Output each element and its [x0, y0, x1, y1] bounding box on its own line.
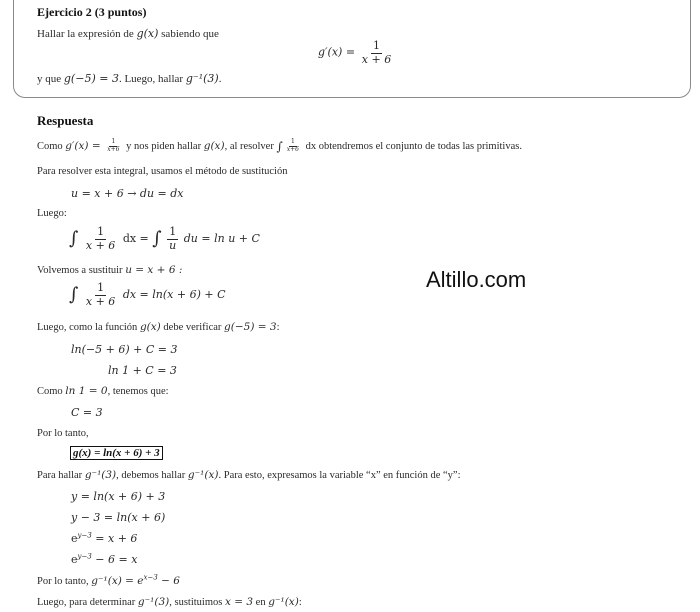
integral-step-2: ∫ $\frac{1}{x + 6}$ dx = ln(x + 6) + C [69, 281, 226, 308]
exercise-formula: g′(x) = $\frac{1}{x + 6}$ [318, 39, 392, 66]
integral-sign: ∫ [152, 228, 162, 250]
integral-sign: ∫ [276, 139, 283, 154]
formula-fraction: $\frac{1}{x + 6}$ [361, 39, 392, 66]
answer-line-13: Por lo tanto, [37, 428, 89, 439]
answer-line-20: Por lo tanto, $g^{-1}(x) = e^{x-3} - 6$ [37, 573, 180, 587]
equation-l16: y = ln(x + 6) + 3 [71, 490, 166, 503]
exercise-title: Ejercicio 2 (3 puntos) [37, 5, 147, 19]
integral-sign: ∫ [69, 284, 79, 306]
equation-l19: $e^{y-3} - 6 = x$ [71, 552, 138, 566]
answer-line-8: Luego, como la función g(x) debe verificar g(−5) = 3: [37, 321, 280, 333]
result-box: g(x) = ln(x + 6) + 3 [70, 447, 163, 459]
answer-line-6: Volvemos a sustituir u = x + 6 : [37, 264, 183, 276]
exercise-intro: Hallar la expresión de g(x) sabiendo que [37, 27, 219, 40]
fraction: $\frac{1}{x + 6}$ [85, 225, 116, 252]
integral-step-1: ∫ $\frac{1}{x + 6}$ dx = ∫ $\frac{1}{u}$ du = ln u + C [69, 225, 260, 252]
answer-line-15: Para hallar g⁻¹(3), debemos hallar g⁻¹(x). Para esto, expresamos la variable “x” en función de “y”: [37, 469, 461, 481]
answer-line-2: Para resolver esta integral, usamos el método de sustitución [37, 166, 288, 177]
substitution: u = x + 6 → du = dx [71, 187, 184, 200]
answer-line-11: Como ln 1 = 0, tenemos que: [37, 385, 169, 397]
inline-fraction: $\frac{1}{x+6}$ [286, 138, 299, 153]
answer-luego: Luego: [37, 208, 67, 219]
equation-l18: $e^{y-3} = x + 6$ [71, 531, 138, 545]
equation-l10: ln 1 + C = 3 [108, 364, 177, 377]
inline-fraction: $\frac{1}{x+6}$ [107, 138, 120, 153]
fraction: $\frac{1}{u}$ [169, 225, 177, 252]
equation-l17: y − 3 = ln(x + 6) [71, 511, 166, 524]
answer-line-1: Como g′(x) = $\frac{1}{x+6}$ y nos piden hallar g(x), al resolver ∫ $\frac{1}{x+6}$ dx obtendremos el conjunto de todas las primitivas. [37, 138, 522, 154]
answer-line-21: Luego, para determinar g⁻¹(3), sustituimos x = 3 en g⁻¹(x): [37, 596, 302, 608]
exercise-condition: y que g(−5) = 3. Luego, hallar g⁻¹(3). [37, 72, 222, 85]
answer-heading: Respuesta [37, 113, 94, 128]
fraction: $\frac{1}{x + 6}$ [85, 281, 116, 308]
integral-sign: ∫ [69, 228, 79, 250]
equation-l9: ln(−5 + 6) + C = 3 [71, 343, 178, 356]
watermark: Altillo.com [426, 267, 527, 292]
equation-c: C = 3 [71, 406, 103, 419]
